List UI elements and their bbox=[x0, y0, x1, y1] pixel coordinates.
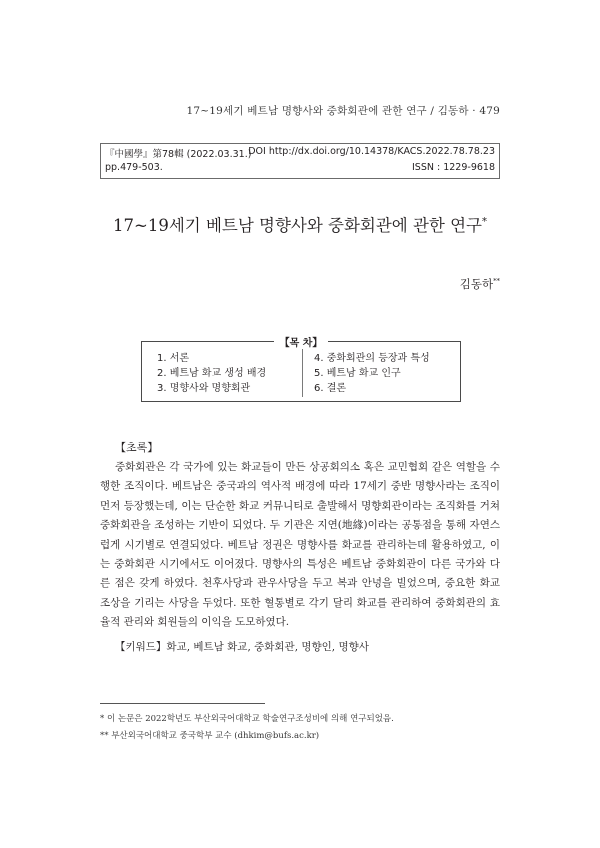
doi-link[interactable]: DOI http://dx.doi.org/10.14378/KACS.2022.78.78.23 bbox=[248, 146, 495, 157]
footnote-author-affiliation: ** 부산외국어대학교 중국학부 교수 (dhkim@bufs.ac.kr) bbox=[100, 731, 320, 741]
toc-item: 5. 베트남 화교 인구 bbox=[314, 368, 401, 379]
issn: ISSN : 1229-9618 bbox=[412, 162, 495, 173]
running-head: 17~19세기 베트남 명향사와 중화회관에 관한 연구 / 김동하 · 479 bbox=[186, 105, 500, 117]
table-of-contents bbox=[141, 338, 461, 402]
author-footnote-mark: ** bbox=[493, 277, 500, 286]
toc-item: 1. 서론 bbox=[157, 353, 190, 364]
page-range: pp.479-503. bbox=[105, 162, 163, 173]
author-name: 김동하 bbox=[459, 277, 494, 291]
toc-item: 4. 중화회관의 등장과 특성 bbox=[314, 353, 430, 364]
title-footnote-mark: * bbox=[482, 216, 487, 228]
toc-divider bbox=[302, 349, 303, 397]
journal-citation: 『中國學』第78輯 (2022.03.31.) bbox=[105, 149, 252, 160]
toc-item: 6. 결론 bbox=[314, 383, 347, 394]
paper-title bbox=[0, 212, 600, 236]
toc-item: 2. 베트남 화교 생성 배경 bbox=[157, 368, 267, 379]
abstract-paragraph: 중화회관은 각 국가에 있는 화교들이 만든 상공회의소 혹은 교민협회 같은 역할을 수행한 조직이다. 베트남은 중국과의 역사적 배경에 따라 17세기 중반 명향사라는 조직이 먼저 등장했는데, 이는 단순한 화교 커뮤니티로 출발해서 명향회관이라는 조직화를 거쳐 중화회관을 조성하는 기반이 되었다. 두 기관은 지연(地緣)이라는 공통점을 통해 자연스럽게 시기별로 연결되었다. 베트남 정권은 명향사를 화교를 관리하는데 활용하였고, 이는 중화회관 시기에서도 이어졌다. 명향사의 특성은 베트남 중화회관이 다른 국가와 다른 점은 갖게 하였다. 천후사당과 관우사당을 두고 복과 안녕을 빌었으며, 중요한 화교 조상을 기리는 사당을 두었다. 또한 혈통별로 각기 달리 화교를 관리하여 중화회관의 효율적 관리와 회원들의 이익을 도모하였다. bbox=[100, 461, 500, 629]
toc-heading: 【목 차】 bbox=[274, 338, 329, 349]
abstract-label: 【초록】 bbox=[115, 441, 159, 454]
publication-info-box bbox=[100, 143, 500, 179]
footnotes bbox=[100, 711, 394, 745]
author-line bbox=[460, 276, 500, 292]
toc-item: 3. 명향사와 명향회관 bbox=[157, 383, 251, 394]
title-text: 17~19세기 베트남 명향사와 중화회관에 관한 연구 bbox=[113, 216, 482, 235]
footnote-funding: * 이 논문은 2022학년도 부산외국어대학교 학술연구조성비에 의해 연구되었음. bbox=[100, 714, 394, 724]
footnote-divider bbox=[100, 703, 265, 704]
toc-left-column bbox=[157, 351, 266, 396]
abstract-body bbox=[100, 458, 500, 633]
keywords: 【키워드】화교, 베트남 화교, 중화회관, 명향인, 명향사 bbox=[115, 641, 369, 653]
toc-right-column bbox=[314, 351, 430, 396]
